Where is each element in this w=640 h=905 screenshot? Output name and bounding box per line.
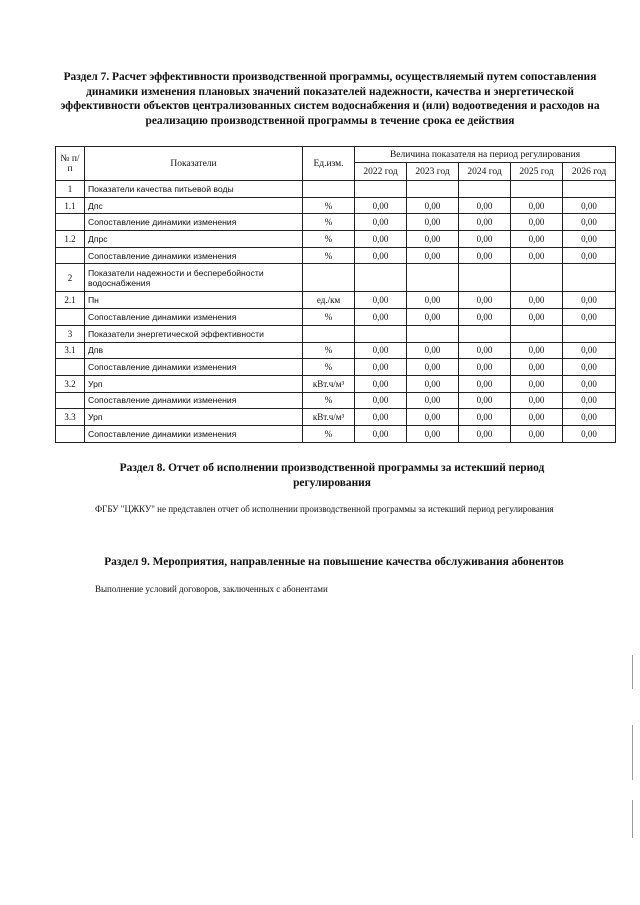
row-unit — [303, 264, 355, 292]
row-indicator: Дпв — [85, 342, 303, 359]
table-row — [56, 375, 616, 392]
section-7-title: Раздел 7. Расчет эффективности производственной программы, осуществляемый путем сопоставления динамики изменения плановых значений показателей надежности, качества и энергетической эффективности объектов централизованных систем водоснабжения и (или) водоотведения и расходов на реализацию производственной программы в течение срока ее действия — [60, 71, 600, 127]
row-value: 0,00 — [563, 292, 616, 309]
row-value: 0,00 — [407, 247, 459, 264]
row-unit: % — [303, 425, 355, 442]
row-value: 0,00 — [355, 425, 407, 442]
row-number: 2 — [56, 264, 85, 292]
table-row — [56, 247, 616, 264]
row-value: 0,00 — [563, 392, 616, 409]
row-value: 0,00 — [511, 292, 563, 309]
row-value: 0,00 — [355, 375, 407, 392]
row-number: 3 — [56, 325, 85, 342]
row-value: 0,00 — [459, 309, 511, 326]
header-unit: Ед.изм. — [303, 147, 355, 181]
row-value: 0,00 — [407, 309, 459, 326]
row-value: 0,00 — [511, 425, 563, 442]
row-number — [56, 309, 85, 326]
row-value — [355, 181, 407, 198]
header-num: № п/п — [56, 147, 85, 181]
row-value: 0,00 — [459, 425, 511, 442]
row-value — [355, 325, 407, 342]
row-indicator: Урп — [85, 409, 303, 426]
row-value: 0,00 — [459, 342, 511, 359]
row-value: 0,00 — [459, 214, 511, 231]
header-year: 2023 год — [407, 163, 459, 181]
row-value — [355, 264, 407, 292]
row-value: 0,00 — [459, 231, 511, 248]
table-row — [56, 231, 616, 248]
row-number: 1.1 — [56, 197, 85, 214]
section-8-title: Раздел 8. Отчет об исполнении производственной программы за истекший период регулирования — [119, 462, 545, 489]
row-number: 2.1 — [56, 292, 85, 309]
row-value: 0,00 — [511, 409, 563, 426]
row-value: 0,00 — [459, 392, 511, 409]
row-value: 0,00 — [563, 342, 616, 359]
scan-edge-mark — [632, 725, 633, 780]
row-value: 0,00 — [355, 231, 407, 248]
row-value: 0,00 — [511, 392, 563, 409]
row-value — [459, 181, 511, 198]
table-row — [56, 264, 616, 292]
header-period: Величина показателя на период регулирования — [355, 147, 616, 163]
row-number — [56, 392, 85, 409]
row-value: 0,00 — [459, 292, 511, 309]
row-value: 0,00 — [563, 359, 616, 376]
scan-edge-mark — [632, 800, 633, 838]
row-value: 0,00 — [563, 231, 616, 248]
table-row — [56, 409, 616, 426]
row-indicator: Показатели качества питьевой воды — [85, 181, 303, 198]
row-value: 0,00 — [511, 247, 563, 264]
row-value: 0,00 — [407, 359, 459, 376]
row-value — [511, 325, 563, 342]
section-9-text: Выполнение условий договоров, заключенных с абонентами — [95, 584, 328, 594]
row-indicator: Сопоставление динамики изменения — [85, 214, 303, 231]
row-indicator: Показатели надежности и бесперебойности водоснабжения — [85, 264, 303, 292]
row-indicator: Сопоставление динамики изменения — [85, 247, 303, 264]
row-value: 0,00 — [407, 197, 459, 214]
row-unit: кВт.ч/м³ — [303, 375, 355, 392]
row-value: 0,00 — [511, 309, 563, 326]
row-value: 0,00 — [407, 292, 459, 309]
row-value: 0,00 — [511, 231, 563, 248]
row-value: 0,00 — [407, 231, 459, 248]
row-indicator: Урп — [85, 375, 303, 392]
row-value — [407, 325, 459, 342]
row-unit: % — [303, 309, 355, 326]
row-indicator: Дпрс — [85, 231, 303, 248]
row-indicator: Сопоставление динамики изменения — [85, 425, 303, 442]
table-row — [56, 214, 616, 231]
row-value: 0,00 — [459, 359, 511, 376]
row-value: 0,00 — [563, 197, 616, 214]
row-value: 0,00 — [459, 409, 511, 426]
row-number: 3.2 — [56, 375, 85, 392]
indicators-table — [55, 146, 616, 443]
table-row — [56, 325, 616, 342]
table-row — [56, 342, 616, 359]
header-year: 2025 год — [511, 163, 563, 181]
row-unit: ед./км — [303, 292, 355, 309]
row-number — [56, 425, 85, 442]
row-value — [459, 325, 511, 342]
row-unit — [303, 181, 355, 198]
row-value: 0,00 — [407, 409, 459, 426]
row-value: 0,00 — [355, 214, 407, 231]
row-value: 0,00 — [355, 392, 407, 409]
row-number — [56, 359, 85, 376]
header-year: 2026 год — [563, 163, 616, 181]
table-row — [56, 359, 616, 376]
row-value: 0,00 — [407, 342, 459, 359]
section-8-text: ФГБУ "ЦЖКУ" не представлен отчет об исполнении производственной программы за истекший период регулирования — [95, 504, 554, 514]
row-number — [56, 247, 85, 264]
row-unit — [303, 325, 355, 342]
row-value — [563, 325, 616, 342]
row-number: 3.1 — [56, 342, 85, 359]
row-value — [511, 264, 563, 292]
row-value — [563, 264, 616, 292]
row-value: 0,00 — [355, 197, 407, 214]
row-unit: % — [303, 197, 355, 214]
row-value: 0,00 — [355, 359, 407, 376]
row-indicator: Сопоставление динамики изменения — [85, 392, 303, 409]
row-value: 0,00 — [459, 375, 511, 392]
row-value: 0,00 — [407, 214, 459, 231]
row-indicator: Показатели энергетической эффективности — [85, 325, 303, 342]
row-value: 0,00 — [355, 309, 407, 326]
scan-edge-mark — [632, 655, 633, 689]
row-value: 0,00 — [563, 309, 616, 326]
row-value: 0,00 — [511, 197, 563, 214]
row-unit: % — [303, 247, 355, 264]
row-value: 0,00 — [407, 375, 459, 392]
header-indicator: Показатели — [85, 147, 303, 181]
row-unit: кВт.ч/м³ — [303, 409, 355, 426]
row-value: 0,00 — [563, 375, 616, 392]
row-value: 0,00 — [355, 409, 407, 426]
row-value: 0,00 — [355, 342, 407, 359]
row-value: 0,00 — [511, 342, 563, 359]
row-number: 1.2 — [56, 231, 85, 248]
table-row — [56, 425, 616, 442]
table-row — [56, 309, 616, 326]
table-row — [56, 392, 616, 409]
table-row — [56, 197, 616, 214]
row-unit: % — [303, 214, 355, 231]
row-unit: % — [303, 392, 355, 409]
row-value — [407, 181, 459, 198]
row-indicator: Сопоставление динамики изменения — [85, 309, 303, 326]
row-number: 3.3 — [56, 409, 85, 426]
row-value: 0,00 — [459, 197, 511, 214]
row-value: 0,00 — [459, 247, 511, 264]
table-row — [56, 292, 616, 309]
row-unit: % — [303, 359, 355, 376]
row-value — [407, 264, 459, 292]
row-value: 0,00 — [355, 247, 407, 264]
row-indicator: Дпс — [85, 197, 303, 214]
row-value: 0,00 — [511, 359, 563, 376]
row-value: 0,00 — [407, 425, 459, 442]
row-unit: % — [303, 231, 355, 248]
row-value: 0,00 — [563, 247, 616, 264]
row-number — [56, 214, 85, 231]
row-value: 0,00 — [511, 214, 563, 231]
row-value — [563, 181, 616, 198]
row-unit: % — [303, 342, 355, 359]
table-row — [56, 181, 616, 198]
row-value: 0,00 — [355, 292, 407, 309]
row-value: 0,00 — [563, 409, 616, 426]
row-indicator: Сопоставление динамики изменения — [85, 359, 303, 376]
section-9-title: Раздел 9. Мероприятия, направленные на повышение качества обслуживания абонентов — [104, 556, 564, 568]
row-value: 0,00 — [511, 375, 563, 392]
row-value — [459, 264, 511, 292]
row-value: 0,00 — [407, 392, 459, 409]
header-year: 2022 год — [355, 163, 407, 181]
table-body — [56, 181, 616, 443]
row-number: 1 — [56, 181, 85, 198]
row-value — [511, 181, 563, 198]
row-value: 0,00 — [563, 214, 616, 231]
header-year: 2024 год — [459, 163, 511, 181]
row-value: 0,00 — [563, 425, 616, 442]
row-indicator: Пн — [85, 292, 303, 309]
